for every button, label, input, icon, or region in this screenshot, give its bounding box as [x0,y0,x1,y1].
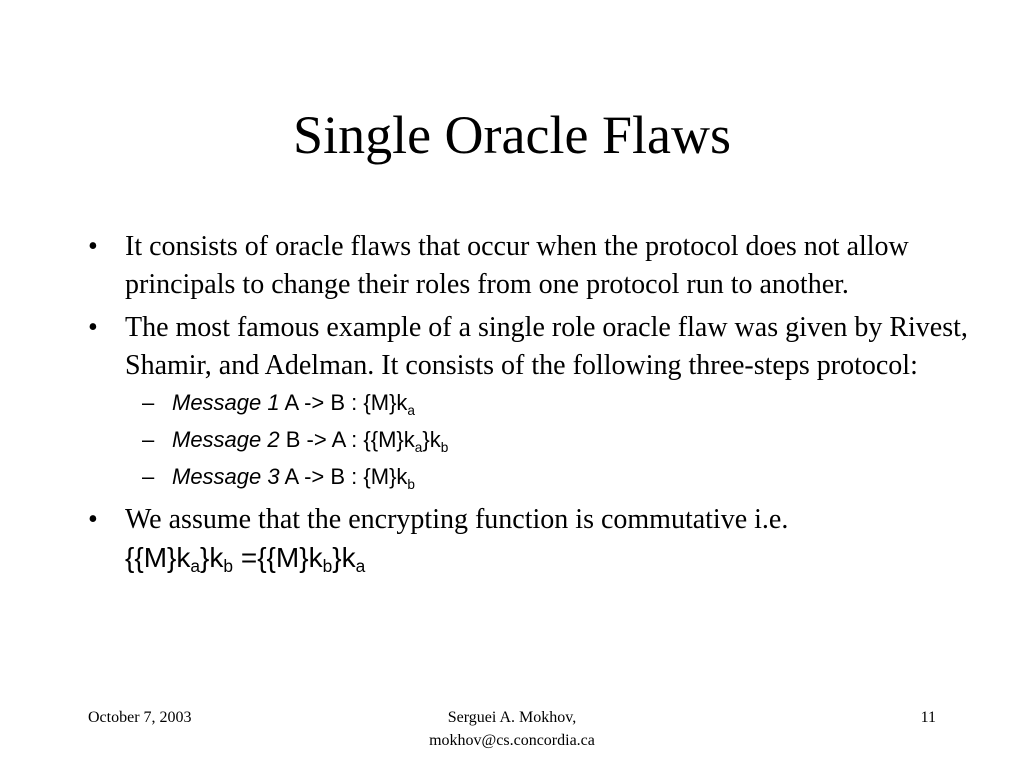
message-text: A -> B : {M}k [279,464,408,489]
subscript: b [322,555,333,576]
message-step [88,384,968,421]
subscript: a [355,555,366,576]
message-label: Message 2 [172,427,280,452]
footer-email: mokhov@cs.concordia.ca [429,732,595,749]
subscript: b [440,440,449,455]
slide-body [88,228,968,583]
subscript: a [407,403,415,418]
message-text: B -> A : {{M}k [279,427,415,452]
footer-author-name: Serguei A. Mokhov, [447,709,577,726]
bullet-text: The most famous example of a single role oracle flaw was given by Rivest, Shamir, and Adelman. It consists of the following three-steps protocol: [125,312,968,381]
formula-part: }k [200,541,224,573]
message-label: Message 3 [172,464,280,489]
dash-icon: – [142,390,155,415]
dash-icon: – [142,427,155,452]
message-label: Message 1 [172,390,280,415]
dash-icon: – [142,464,155,489]
bullet-text: It consists of oracle flaws that occur when the protocol does not allow principals to change their roles from one protocol run to another. [125,231,909,300]
formula-part: }k [332,541,356,573]
subscript: a [414,440,423,455]
footer-date: October 7, 2003 [88,709,192,726]
bullet-icon: • [88,231,98,262]
bullet-text: We assume that the encrypting function is commutative i.e. [125,504,789,535]
footer-page-number: 11 [920,709,936,726]
message-text: A -> B : {M}k [279,390,408,415]
subscript: a [190,555,201,576]
formula-part: {{M}k [125,541,191,573]
slide-title: Single Oracle Flaws [293,105,731,165]
commutative-formula [125,541,366,576]
formula-part: ={{M}k [233,541,323,573]
bullet-item [88,228,968,303]
message-text: }k [422,427,441,452]
bullet-item [88,309,968,384]
bullet-icon: • [88,312,98,343]
message-step [88,458,968,495]
message-step [88,421,968,458]
subscript: b [223,555,234,576]
subscript: b [407,477,415,492]
bullet-icon: • [88,504,98,535]
footer-author [312,706,712,752]
bullet-item [88,501,968,577]
